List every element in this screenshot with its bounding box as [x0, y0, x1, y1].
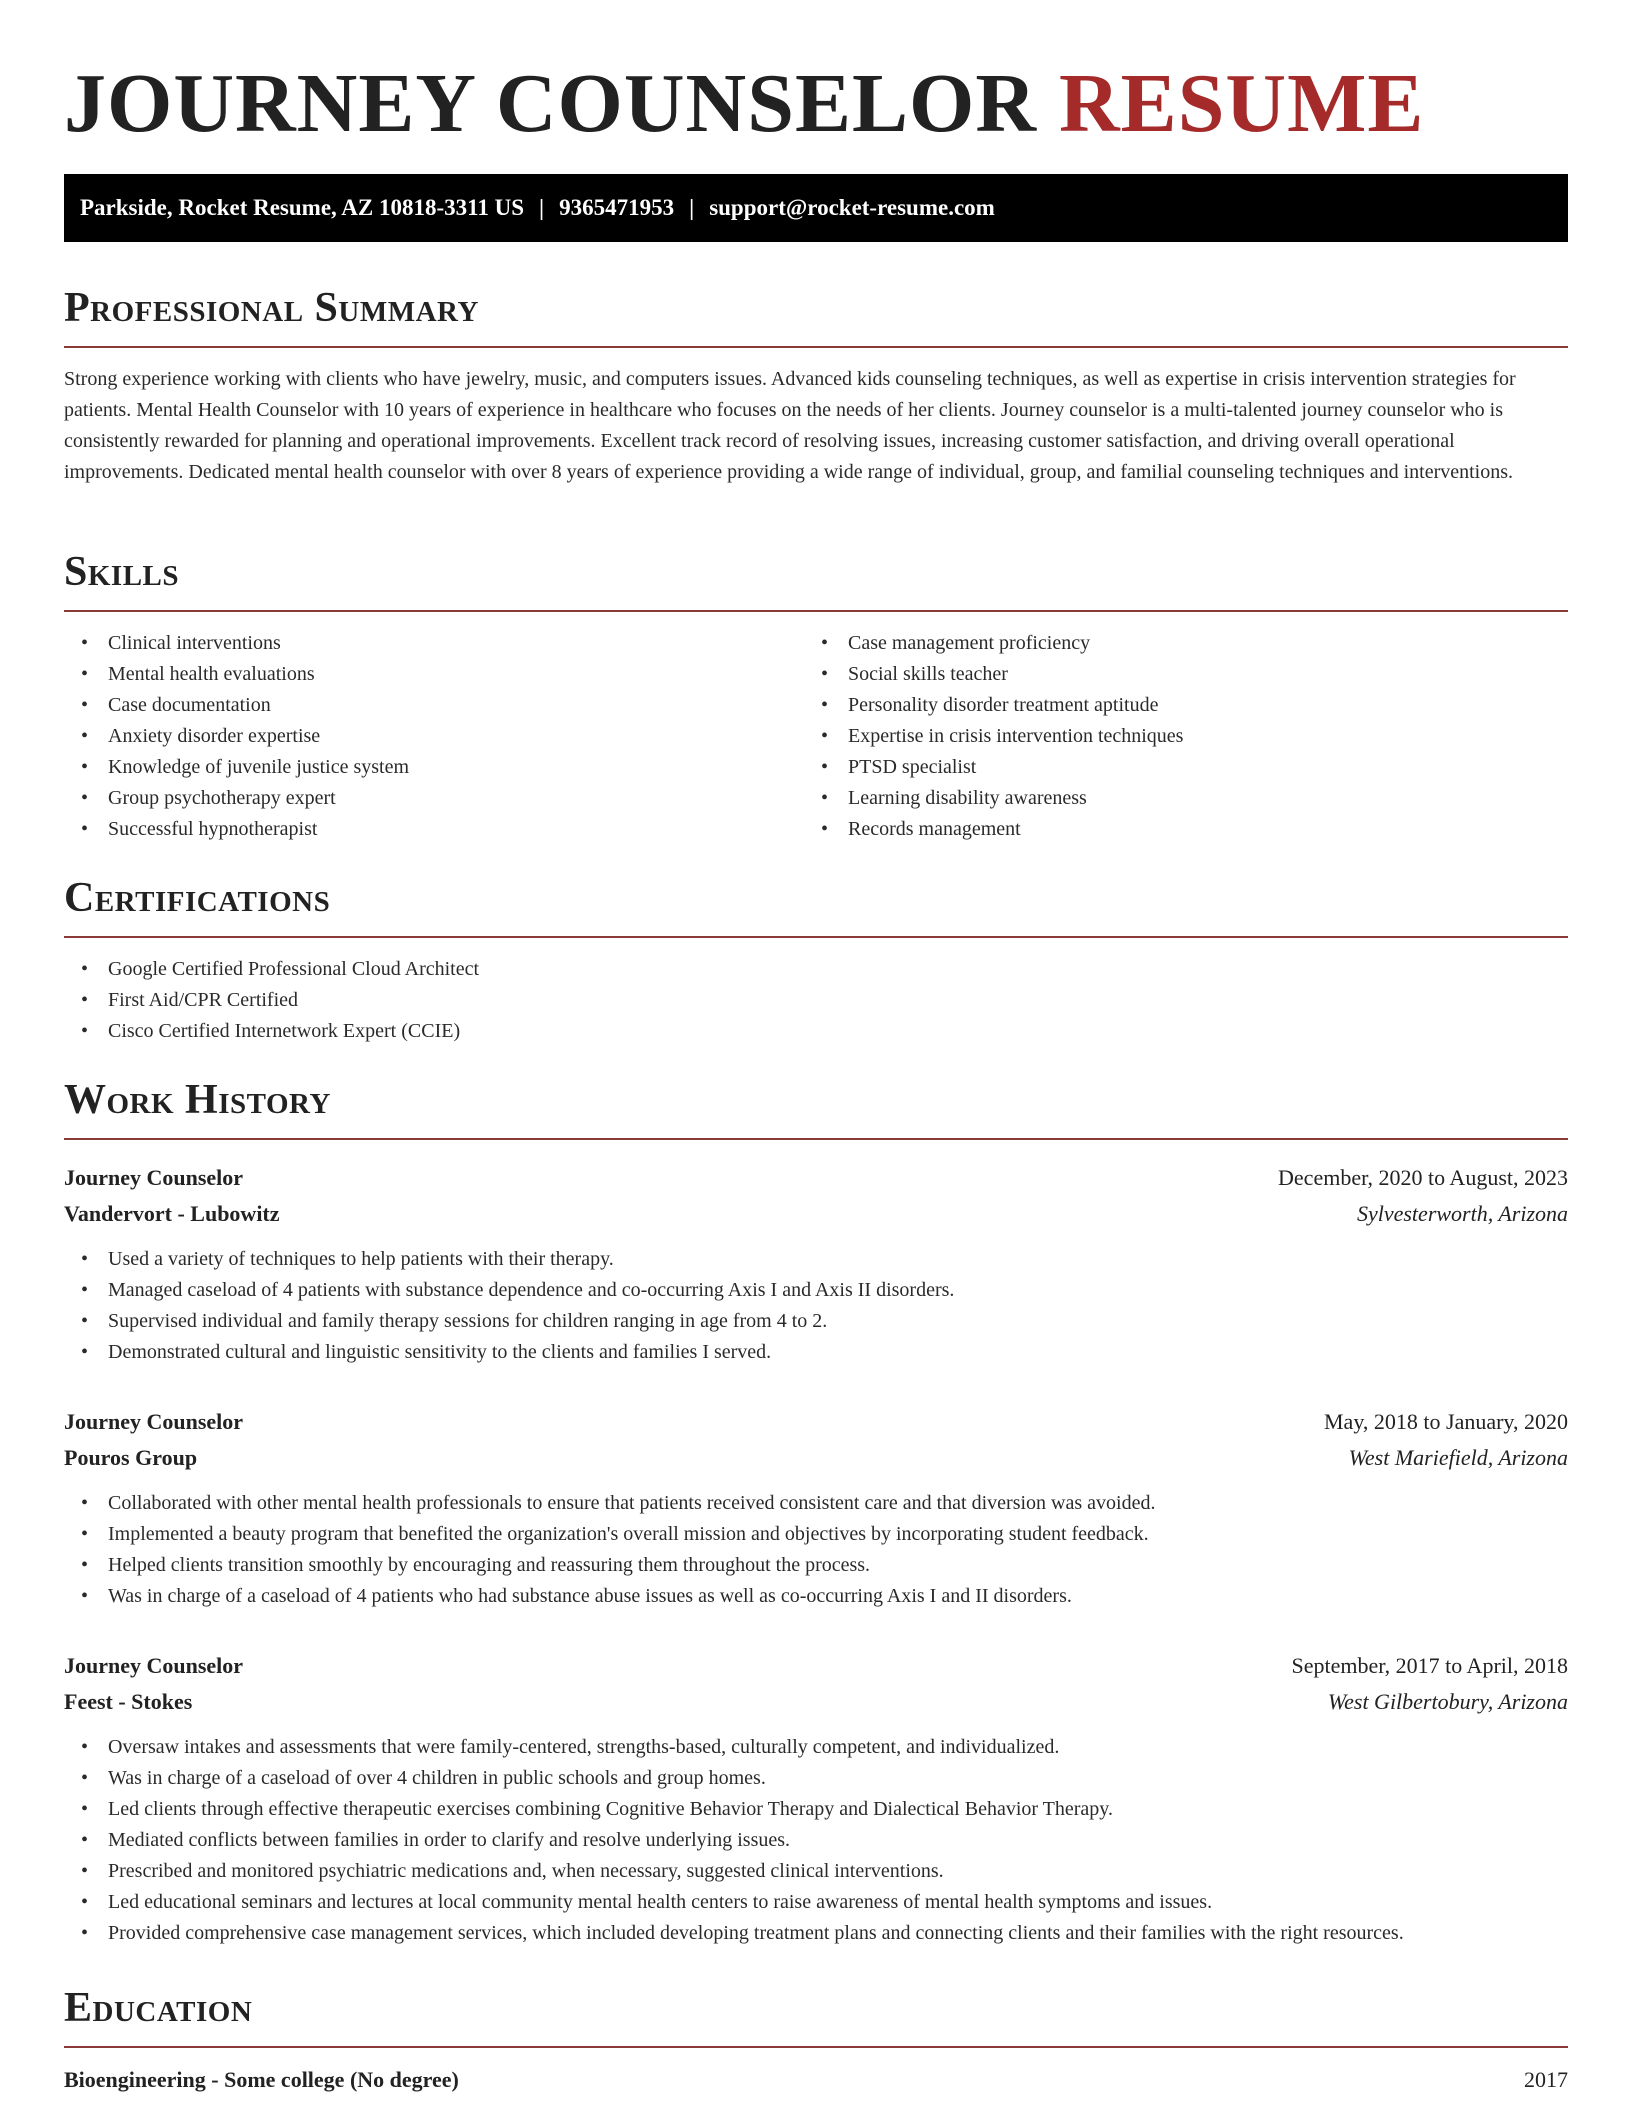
skill-item: • Anxiety disorder expertise — [108, 721, 804, 752]
contact-email[interactable]: support@rocket-resume.com — [709, 195, 995, 220]
job-dates: December, 2020 to August, 2023 — [1278, 1165, 1568, 1190]
job-bullet: • Was in charge of a caseload of over 4 children in public schools and group homes. — [108, 1763, 1568, 1794]
skill-item: • Successful hypnotherapist — [108, 814, 804, 845]
certification-item: • First Aid/CPR Certified — [108, 985, 1568, 1016]
education-degree: Bioengineering - Some college (No degree) — [64, 2067, 459, 2092]
skill-item: • Mental health evaluations — [108, 659, 804, 690]
section-divider — [64, 1138, 1568, 1140]
job-bullet: • Oversaw intakes and assessments that were family-centered, strengths-based, culturally competent, and individualized. — [108, 1732, 1568, 1763]
job-bullet: • Mediated conflicts between families in order to clarify and resolve underlying issues. — [108, 1825, 1568, 1856]
title-main: JOURNEY COUNSELOR — [64, 57, 1037, 150]
skill-item: • Case management proficiency — [848, 628, 1544, 659]
skill-item: • Records management — [848, 814, 1544, 845]
job-entry — [64, 1648, 1568, 1949]
job-title: Journey Counselor — [64, 1409, 244, 1434]
job-bullet: • Prescribed and monitored psychiatric medications and, when necessary, suggested clinical interventions. — [108, 1856, 1568, 1887]
contact-address: Parkside, Rocket Resume, AZ 10818-3311 US — [80, 195, 525, 220]
job-bullet: • Helped clients transition smoothly by encouraging and reassuring them throughout the process. — [108, 1550, 1568, 1581]
title-accent: RESUME — [1059, 57, 1425, 150]
job-bullet: • Managed caseload of 4 patients with substance dependence and co-occurring Axis I and Axis II disorders. — [108, 1275, 1568, 1306]
contact-phone: 9365471953 — [559, 195, 675, 220]
job-location: West Gilbertobury, Arizona — [1327, 1689, 1568, 1714]
section-heading-education: Education — [64, 1985, 253, 2031]
summary-section — [64, 284, 1568, 488]
certification-item: • Cisco Certified Internetwork Expert (CCIE) — [108, 1016, 1568, 1047]
summary-text: Strong experience working with clients who have jewelry, music, and computers issues. Advanced kids counseling techniques, as well as expertise in crisis intervention strategies for patients. Mental Health Counselor with 10 years of experience in healthcare who focuses on the needs of her clients. Journey counselor is a multi-talented journey counselor who is consistently rewarded for planning and operational improvements. Excellent track record of resolving issues, increasing customer satisfaction, and driving overall operational improvements. Dedicated mental health counselor with over 8 years of experience providing a wide range of individual, group, and familial counseling techniques and interventions. — [64, 368, 1516, 483]
job-entry — [64, 1404, 1568, 1612]
job-bullet: • Collaborated with other mental health professionals to ensure that patients received consistent care and that diversion was avoided. — [108, 1488, 1568, 1519]
work-history-section — [64, 1076, 1568, 1140]
section-heading-work-history: Work History — [64, 1077, 331, 1123]
section-heading-skills: Skills — [64, 549, 180, 595]
job-company: Feest - Stokes — [64, 1689, 193, 1714]
education-year: 2017 — [1524, 2067, 1568, 2092]
resume-page — [64, 0, 1568, 2092]
job-bullet: • Demonstrated cultural and linguistic sensitivity to the clients and families I served. — [108, 1337, 1568, 1368]
education-section — [64, 1984, 1568, 2098]
job-entry — [64, 1160, 1568, 1368]
skill-item: • Personality disorder treatment aptitude — [848, 690, 1544, 721]
contact-separator: | — [689, 195, 695, 220]
skill-item: • Group psychotherapy expert — [108, 783, 804, 814]
job-dates: May, 2018 to January, 2020 — [1324, 1409, 1568, 1434]
skills-grid — [64, 628, 1568, 845]
skill-item: • Knowledge of juvenile justice system — [108, 752, 804, 783]
job-bullet: • Used a variety of techniques to help patients with their therapy. — [108, 1244, 1568, 1275]
section-divider — [64, 2046, 1568, 2048]
contact-separator: | — [539, 195, 545, 220]
job-title: Journey Counselor — [64, 1653, 244, 1678]
skill-item: • Clinical interventions — [108, 628, 804, 659]
job-bullet: • Supervised individual and family therapy sessions for children ranging in age from 4 to 2. — [108, 1306, 1568, 1337]
certifications-section — [64, 874, 1568, 1047]
job-dates: September, 2017 to April, 2018 — [1291, 1653, 1568, 1678]
section-heading-certifications: Certifications — [64, 875, 331, 921]
job-bullet: • Implemented a beauty program that benefited the organization's overall mission and objectives by incorporating student feedback. — [108, 1519, 1568, 1550]
section-heading-summary: Professional Summary — [64, 285, 479, 331]
skill-item: • Social skills teacher — [848, 659, 1544, 690]
job-location: West Mariefield, Arizona — [1348, 1445, 1568, 1470]
skill-item: • Learning disability awareness — [848, 783, 1544, 814]
job-bullet: • Provided comprehensive case management services, which included developing treatment plans and connecting clients and their families with the right resources. — [108, 1918, 1568, 1949]
skill-item: • Case documentation — [108, 690, 804, 721]
job-bullet: • Was in charge of a caseload of 4 patients who had substance abuse issues as well as co-occurring Axis I and II disorders. — [108, 1581, 1568, 1612]
job-bullet: • Led educational seminars and lectures at local community mental health centers to raise awareness of mental health symptoms and issues. — [108, 1887, 1568, 1918]
section-divider — [64, 610, 1568, 612]
certification-item: • Google Certified Professional Cloud Architect — [108, 954, 1568, 985]
job-title: Journey Counselor — [64, 1165, 244, 1190]
job-bullet: • Led clients through effective therapeutic exercises combining Cognitive Behavior Therapy and Dialectical Behavior Therapy. — [108, 1794, 1568, 1825]
resume-title — [64, 58, 1568, 150]
skill-item: • Expertise in crisis intervention techniques — [848, 721, 1544, 752]
section-divider — [64, 936, 1568, 938]
skill-item: • PTSD specialist — [848, 752, 1544, 783]
skills-section — [64, 548, 1568, 845]
section-divider — [64, 346, 1568, 348]
skills-column-left — [64, 628, 804, 845]
job-company: Pouros Group — [64, 1445, 198, 1470]
skills-column-right — [804, 628, 1544, 845]
job-company: Vandervort - Lubowitz — [64, 1201, 280, 1226]
contact-bar — [64, 174, 1568, 242]
job-location: Sylvesterworth, Arizona — [1356, 1201, 1568, 1226]
